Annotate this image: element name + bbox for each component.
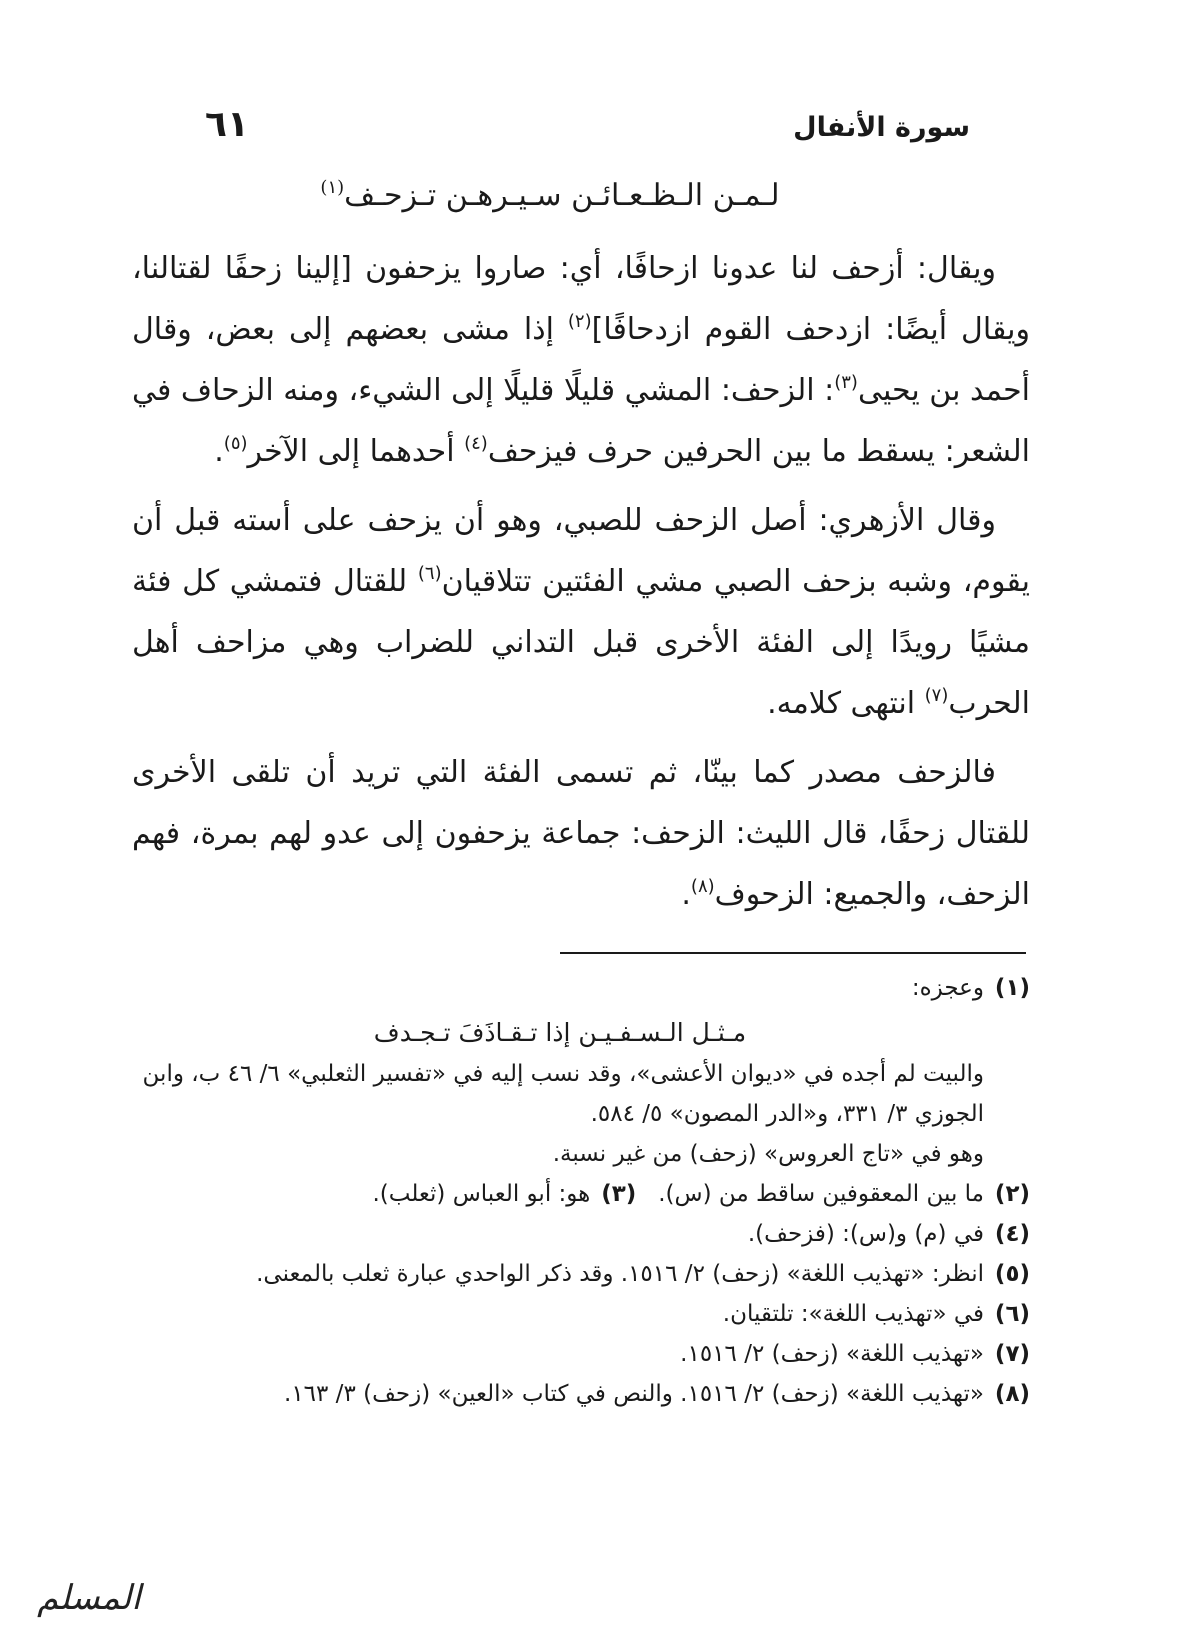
footnote-text: في (م) و(س): (فزحف). — [747, 1221, 984, 1247]
running-header-title: سورة الأنفال — [793, 112, 970, 143]
poem-line — [250, 178, 850, 213]
footnote-text: «تهذيب اللغة» (زحف) ٢/ ١٥١٦. — [680, 1341, 984, 1367]
footnote — [130, 1174, 1030, 1214]
paragraph — [132, 238, 1030, 482]
footnote-text: هو: أبو العباس (ثعلب). — [372, 1181, 591, 1207]
footnote — [130, 1294, 1030, 1334]
footnote-ref: (٦) — [417, 563, 442, 584]
text-run: . — [214, 434, 224, 469]
footnote-ref: (٣) — [834, 372, 858, 393]
text-run: : الزحف: المشي قليلًا قليلًا إلى الشيء، ومنه الزحاف في الشعر: يسقط ما بين الحرفين حرف فيزحف — [132, 373, 1030, 469]
footnote-text: وعجزه: — [911, 975, 984, 1001]
text-run: ويقال: أزحف لنا عدونا ازحافًا، أي: صاروا يزحفون [إلينا زحفًا لقتالنا، ويقال أيضًا: ازدحف القوم ازدحافًا] — [132, 251, 1031, 347]
text-run: . — [681, 877, 691, 912]
footnote — [130, 1374, 1030, 1414]
footnote — [130, 968, 1030, 1008]
footnote — [130, 1214, 1030, 1254]
text-run: وقال الأزهري: أصل الزحف للصبي، وهو أن يزحف على أسته قبل أن يقوم، وشبه بزحف الصبي مشي الفئتين تتلاقيان — [132, 503, 1030, 599]
footnote-number: (٦) — [994, 1301, 1030, 1327]
footnote-number: (٨) — [994, 1381, 1030, 1407]
body-text — [132, 238, 1030, 933]
footnote-ref: (٥) — [223, 433, 248, 454]
footnote-number: (٣) — [601, 1181, 637, 1207]
footnote-ref: (١) — [320, 177, 345, 198]
paragraph — [132, 490, 1030, 734]
footnote-continuation: والبيت لم أجده في «ديوان الأعشى»، وقد نسب إليه في «تفسير الثعلبي» ٦/ ٤٦ ب، وابن الجوزي ٣/ ٣٣١، و«الدر المصون» ٥/ ٥٨٤. — [142, 1061, 984, 1127]
footnote-text: في «تهذيب اللغة»: تلتقيان. — [722, 1301, 984, 1327]
footnote — [130, 1254, 1030, 1294]
page-number: ٦١ — [205, 104, 249, 145]
footnote-poem-line: مـثـل الـسـفـيـن إذا تـقـاذَفَ تـجـدف — [373, 1018, 747, 1047]
footnote-separator — [560, 952, 1026, 954]
text-run: فالزحف مصدر كما بينّا، ثم تسمى الفئة التي تريد أن تلقى الأخرى للقتال زحفًا، قال الليث: الزحف: جماعة يزحفون إلى عدو لهم بمرة، فهم الزحف، والجميع: الزحوف — [132, 755, 1030, 912]
footnote-number: (٢) — [994, 1181, 1030, 1207]
paragraph — [132, 742, 1030, 925]
footnote-number: (٥) — [994, 1261, 1030, 1287]
footnote-continuation: وهو في «تاج العروس» (زحف) من غير نسبة. — [552, 1141, 984, 1167]
text-run: للقتال فتمشي كل فئة مشيًا رويدًا إلى الفئة الأخرى قبل التداني للضراب وهي مزاحف أهل الحرب — [132, 564, 1030, 721]
footnote-ref: (٢) — [567, 311, 592, 332]
text-run: انتهى كلامه. — [767, 686, 925, 721]
footnote — [130, 1334, 1030, 1374]
footnote-ref: (٨) — [690, 876, 715, 897]
footnote-number: (١) — [994, 975, 1030, 1001]
footnote-text: انظر: «تهذيب اللغة» (زحف) ٢/ ١٥١٦. وقد ذكر الواحدي عبارة ثعلب بالمعنى. — [256, 1261, 984, 1287]
footnote-number: (٧) — [994, 1341, 1030, 1367]
footnote-text: «تهذيب اللغة» (زحف) ٢/ ١٥١٦. والنص في كتاب «العين» (زحف) ٣/ ١٦٣. — [284, 1381, 984, 1407]
text-run: أحدهما إلى الآخر — [247, 434, 465, 469]
footnote-number: (٤) — [994, 1221, 1030, 1247]
footnote-ref: (٧) — [924, 685, 949, 706]
footnote-ref: (٤) — [464, 433, 488, 454]
library-stamp — [14, 1578, 164, 1640]
stamp-logo-text: المسلم — [37, 1578, 141, 1618]
footnote-text: ما بين المعقوفين ساقط من (س). — [658, 1181, 984, 1207]
poem-text: لـمـن الـظـعـائـن سـيـرهـن تـزحـف — [344, 178, 780, 213]
text-run: إذا مشى بعضهم إلى بعض، وقال أحمد بن يحيى — [132, 312, 1030, 408]
